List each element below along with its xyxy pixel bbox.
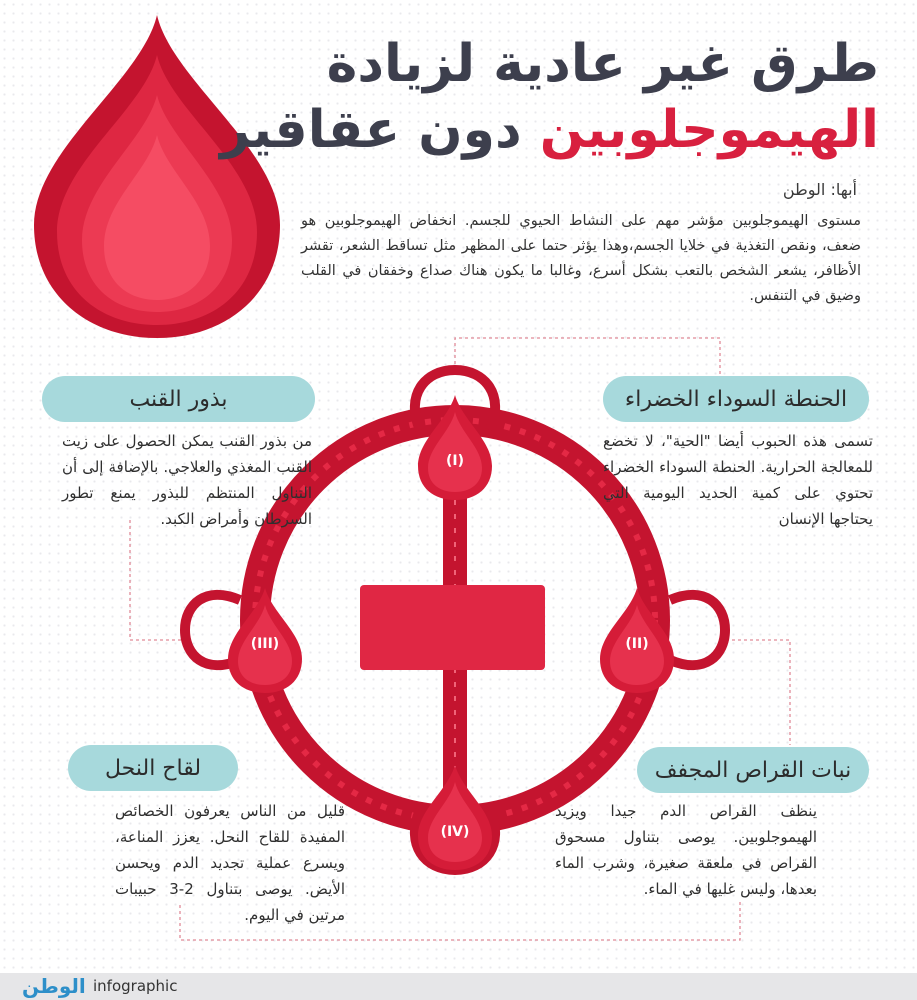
brand-logo: الوطن — [22, 974, 86, 998]
heading-pill-i — [603, 376, 869, 422]
node-numeral-iii: (III) — [250, 636, 280, 652]
node-numeral-i: (I) — [445, 453, 465, 469]
heading-iii: بذور القنب — [129, 386, 228, 412]
node-numeral-ii: (II) — [625, 636, 649, 652]
heading-pill-ii — [637, 747, 869, 793]
node-numeral-iv: (IV) — [440, 824, 470, 840]
heading-ii: نبات القراص المجفف — [654, 757, 852, 783]
section-text-ii: ينظف القراص الدم جيدا ويزيد الهيموجلوبين. يوصى بتناول مسحوق القراص في ملعقة صغيرة، وشرب الماء بعدها، وليس غليها في الماء. — [555, 802, 817, 898]
section-text-iii: من بذور القنب يمكن الحصول على زيت القنب المغذي والعلاجي. بالإضافة إلى أن التناول المنتظم للبذور يمنع تطور السرطان وأمراض الكبد. — [62, 432, 312, 528]
heading-i: الحنطة السوداء الخضراء — [624, 386, 848, 412]
section-text-i: تسمى هذه الحبوب أيضا "الحية"، لا تخضع للمعالجة الحرارية. الحنطة السوداء الخضراء تحتوي على كمية الحديد اليومية التي يحتاجها الإنسان — [603, 432, 873, 528]
node-drop-iv — [418, 765, 492, 870]
heading-iv: لقاح النحل — [104, 755, 202, 781]
byline: أبها: الوطن — [782, 180, 857, 199]
section-text-iv: قليل من الناس يعرفون الخصائص المفيدة للقاح النحل. يعزز المناعة، ويسرع عملية تجديد الدم ويحسن الأيض. يوصى بتناول 2-3 حبيبات مرتين في اليوم. — [115, 802, 346, 924]
heading-pill-iv — [68, 745, 238, 791]
node-drop-iii — [228, 588, 302, 693]
headline-suffix: دون عقاقير — [220, 100, 522, 160]
intro-paragraph: مستوى الهيموجلوبين مؤشر مهم على النشاط الحيوي للجسم. انخفاض الهيموجلوبين هو ضعف، ونقص التغذية في خلايا الجسم،وهذا يؤثر حتما على المظهر مثل تساقط الشعر، تقشر الأظافر، يشعر الشخص بالتعب بشكل أسرع، وغالبا ما يكون هناك صداع وخفقان في القلب وضيق في التنفس. — [301, 213, 861, 304]
center-box — [360, 585, 545, 670]
headline-line-1: طرق غير عادية لزيادة — [326, 34, 879, 94]
heading-pill-iii — [42, 376, 315, 422]
headline-highlight: الهيموجلوبين — [539, 100, 879, 160]
footer-tag: infographic — [93, 977, 178, 995]
